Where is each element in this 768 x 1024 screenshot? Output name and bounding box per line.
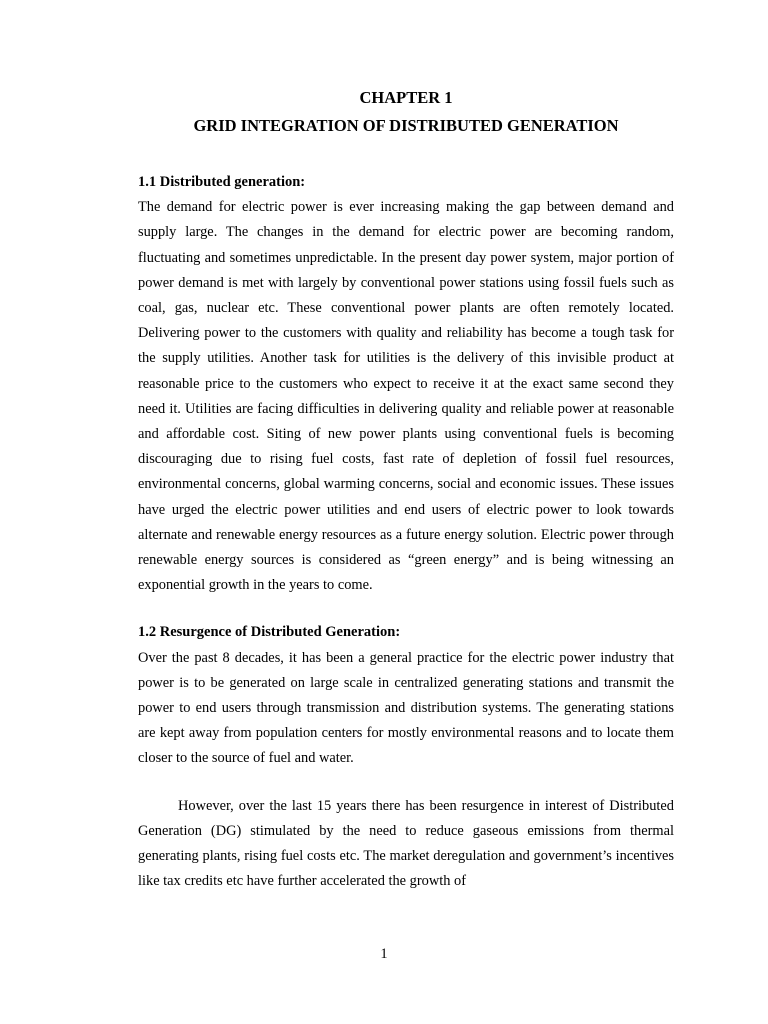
section-1-1-paragraph: The demand for electric power is ever increasing making the gap between demand and supply large. The changes in the demand for electric power are becoming random, fluctuating and sometimes unpredictable. In the present day power system, major portion of power demand is met with largely by conventional power stations using fossil fuels such as coal, gas, nuclear etc. These conventional power plants are often remotely located. Delivering power to the customers with quality and reliability has become a tough task for the supply utilities. Another task for utilities is the delivery of this invisible product at reasonable price to the customers who expect to receive it at the exact same second they need it. Utilities are facing difficulties in delivering quality and reliable power at reasonable and affordable cost. Siting of new power plants using conventional fuels is becoming discouraging due to rising fuel costs, fast rate of depletion of fossil fuel resources, environmental concerns, global warming concerns, social and economic issues. These issues have urged the electric power utilities and end users of electric power to look towards alternate and renewable energy resources as a future energy solution. Electric power through renewable energy sources is considered as “green energy” and is being witnessing an exponential growth in the years to come. bbox=[138, 199, 674, 594]
chapter-label: CHAPTER 1 bbox=[359, 88, 453, 107]
page-number: 1 bbox=[380, 946, 388, 962]
chapter-title: GRID INTEGRATION OF DISTRIBUTED GENERATION bbox=[193, 116, 619, 135]
section-spacer bbox=[138, 598, 674, 620]
section-1-2-paragraph-2: However, over the last 15 years there has been resurgence in interest of Distributed Generation (DG) stimulated by the need to reduce gaseous emissions from thermal generating plants, rising fuel costs etc. The market deregulation and government’s incentives like tax credits etc have further accelerated the growth of bbox=[138, 797, 674, 890]
page-content bbox=[138, 84, 674, 894]
section-heading-1-1: 1.1 Distributed generation: bbox=[138, 174, 306, 190]
paragraph-spacer bbox=[138, 772, 674, 794]
section-1-2-paragraph-1: Over the past 8 decades, it has been a general practice for the electric power industry that power is to be generated on large scale in centralized generating stations and transmit the power to end users through transmission and distribution systems. The generating stations are kept away from population centers for mostly environmental reasons and to locate them closer to the source of fuel and water. bbox=[138, 649, 674, 767]
section-heading-1-2: 1.2 Resurgence of Distributed Generation: bbox=[138, 624, 401, 641]
